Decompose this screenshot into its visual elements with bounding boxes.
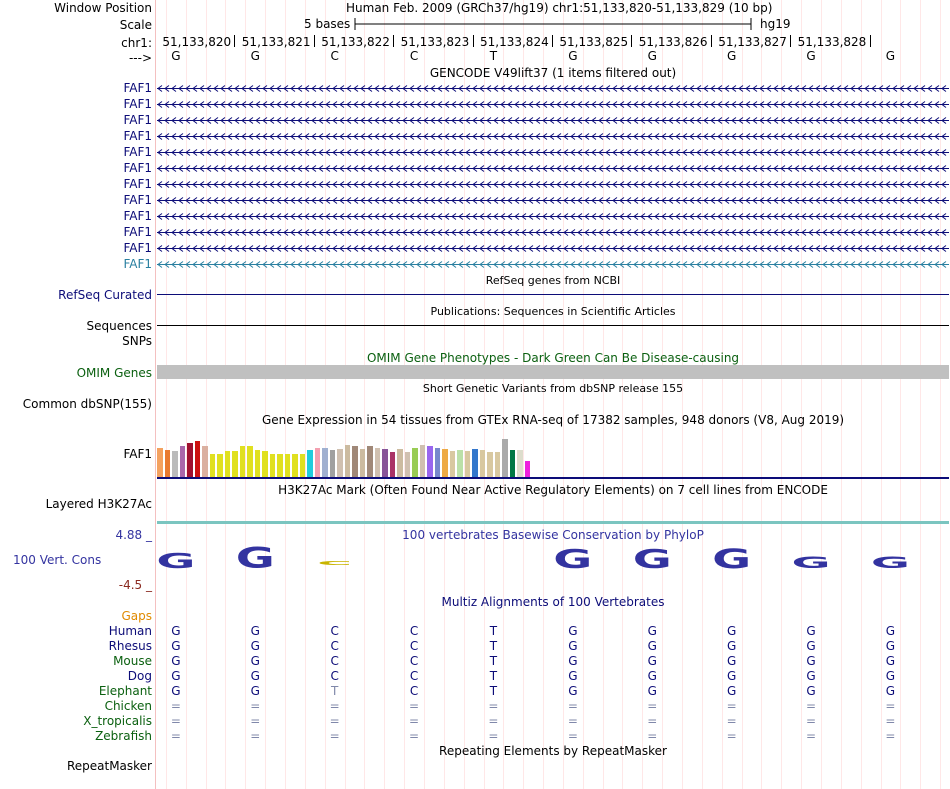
gtex-tissue-bar[interactable] [367, 446, 373, 477]
multiz-species-label[interactable]: Mouse [113, 654, 152, 668]
gtex-tissue-bar[interactable] [510, 450, 516, 477]
omim-track-title: OMIM Gene Phenotypes - Dark Green Can Be Disease-causing [366, 351, 740, 365]
multiz-base: T [489, 639, 498, 653]
multiz-base: C [409, 624, 419, 638]
position-tick-label: 51,133,827 [718, 35, 787, 49]
position-tick-label: 51,133,823 [400, 35, 470, 49]
repeatmasker-track-title: Repeating Elements by RepeatMasker [439, 744, 667, 758]
multiz-base: = [647, 729, 658, 743]
gtex-tissue-bar[interactable] [240, 446, 246, 477]
phylop-base-glyph: G [791, 553, 831, 573]
chromosome-label: chr1: [121, 36, 152, 50]
multiz-base: G [726, 654, 737, 668]
phylop-base-glyph: C [317, 559, 353, 567]
multiz-species-label[interactable]: Rhesus [108, 639, 152, 653]
multiz-base: = [329, 699, 340, 713]
gtex-tissue-bar[interactable] [427, 446, 433, 477]
gtex-tissue-bar[interactable] [472, 449, 478, 477]
multiz-base: G [250, 624, 260, 638]
window-position-label: Window Position [54, 1, 152, 15]
gtex-track-label[interactable]: FAF1 [123, 447, 152, 461]
gtex-tissue-bar[interactable] [210, 454, 216, 477]
phylop-logo[interactable] [156, 540, 950, 576]
base-letter: G [568, 49, 578, 63]
position-tick [234, 35, 235, 47]
gtex-tissue-bar[interactable] [300, 454, 306, 477]
gtex-tissue-bar[interactable] [195, 441, 201, 477]
multiz-base: G [171, 639, 181, 653]
gtex-tissue-bar[interactable] [225, 451, 231, 477]
gtex-tissue-bar[interactable] [277, 454, 283, 477]
multiz-species-label[interactable]: Chicken [104, 699, 152, 713]
base-letter: C [330, 49, 339, 63]
gtex-tissue-bar[interactable] [502, 439, 508, 477]
dbsnp-track-label[interactable]: Common dbSNP(155) [22, 397, 152, 411]
gtex-tissue-bar[interactable] [435, 448, 441, 477]
gencode-transcript[interactable] [156, 147, 950, 158]
gencode-item-label[interactable]: FAF1 [123, 193, 152, 207]
multiz-base: = [806, 699, 817, 713]
gencode-item-label[interactable]: FAF1 [123, 209, 152, 223]
phylop-base-glyph: G [632, 544, 672, 575]
multiz-base: = [567, 729, 578, 743]
position-tick [631, 35, 632, 47]
multiz-base: = [806, 729, 817, 743]
position-tick-label: 51,133,828 [797, 35, 867, 49]
gtex-tissue-bar[interactable] [172, 451, 178, 477]
position-tick [870, 35, 871, 47]
multiz-base: G [885, 639, 896, 653]
gtex-tissue-bar[interactable] [352, 446, 358, 477]
multiz-base: C [409, 639, 419, 653]
multiz-base: = [250, 699, 261, 713]
gtex-tissue-bar[interactable] [360, 449, 366, 477]
gencode-transcript[interactable] [156, 227, 950, 238]
h3k27ac-signal [157, 521, 949, 524]
gtex-tissue-bar[interactable] [517, 450, 523, 477]
gtex-tissue-bar[interactable] [480, 450, 486, 477]
gtex-tissue-bar[interactable] [187, 443, 193, 477]
multiz-track-title: Multiz Alignments of 100 Vertebrates [441, 595, 665, 609]
multiz-base: G [171, 654, 181, 668]
multiz-base: T [489, 624, 498, 638]
multiz-base: C [330, 669, 339, 683]
multiz-base: G [885, 669, 896, 683]
multiz-base: G [568, 669, 578, 683]
base-letter: G [171, 49, 181, 63]
multiz-base: = [250, 729, 261, 743]
gtex-tissue-bar[interactable] [465, 451, 471, 477]
multiz-base: = [806, 714, 817, 728]
multiz-base: T [489, 669, 498, 683]
gtex-tissue-bar[interactable] [262, 451, 268, 477]
gencode-transcript[interactable] [156, 131, 950, 142]
multiz-base: G [171, 684, 181, 698]
gencode-transcript[interactable] [156, 211, 950, 222]
gencode-transcript[interactable] [156, 243, 950, 254]
multiz-base: = [409, 729, 420, 743]
gtex-tissue-bar[interactable] [202, 446, 208, 477]
multiz-base: G [806, 684, 816, 698]
gencode-item-label[interactable]: FAF1 [123, 145, 152, 159]
position-tick [314, 35, 315, 47]
repeatmasker-track-label[interactable]: RepeatMasker [66, 759, 152, 773]
gtex-gene-line [157, 477, 949, 479]
gtex-tissue-bar[interactable] [315, 448, 321, 477]
base-letter: G [250, 49, 260, 63]
base-letter: G [806, 49, 816, 63]
gencode-track-title: GENCODE V49lift37 (1 items filtered out) [429, 66, 677, 80]
gtex-tissue-bar[interactable] [525, 461, 531, 477]
phylop-min: -4.5 _ [118, 578, 152, 592]
multiz-species-label[interactable]: Human [108, 624, 152, 638]
omim-track-label[interactable]: OMIM Genes [76, 366, 152, 380]
gtex-tissue-bar[interactable] [382, 449, 388, 477]
multiz-species-label[interactable]: Dog [127, 669, 152, 683]
gencode-transcript[interactable] [156, 99, 950, 110]
multiz-base: = [647, 714, 658, 728]
multiz-base: = [885, 699, 896, 713]
multiz-base: G [647, 684, 657, 698]
gtex-tissue-bar[interactable] [247, 446, 253, 477]
phylop-base-glyph: G [156, 548, 196, 574]
base-letter: G [647, 49, 657, 63]
multiz-base: G [726, 624, 737, 638]
gtex-tissue-bar[interactable] [375, 448, 381, 477]
position-tick [473, 35, 474, 47]
multiz-base: C [330, 624, 339, 638]
phylop-base-glyph: G [712, 543, 752, 575]
position-tick [393, 35, 394, 47]
multiz-base: G [726, 684, 737, 698]
refseq-track-title: RefSeq genes from NCBI [485, 274, 621, 287]
multiz-base: = [726, 714, 737, 728]
scale-db: hg19 [760, 17, 791, 31]
snps-track-label[interactable]: SNPs [122, 334, 152, 348]
position-tick-label: 51,133,820 [162, 35, 232, 49]
multiz-base: G [250, 639, 260, 653]
gtex-tissue-bar[interactable] [157, 448, 163, 477]
multiz-base: T [330, 684, 339, 698]
base-letter: T [489, 49, 498, 63]
gtex-tissue-bar[interactable] [345, 445, 351, 477]
gencode-transcript[interactable] [156, 259, 950, 270]
gtex-tissue-bar[interactable] [405, 452, 411, 477]
multiz-base: = [488, 714, 499, 728]
multiz-base: = [647, 699, 658, 713]
gencode-item-label[interactable]: FAF1 [123, 161, 152, 175]
assembly-position-text: Human Feb. 2009 (GRCh37/hg19) chr1:51,133,820-51,133,829 (10 bp) [346, 1, 773, 15]
multiz-base: = [885, 729, 896, 743]
gtex-tissue-bar[interactable] [420, 445, 426, 477]
multiz-base: C [330, 639, 339, 653]
phylop-base-glyph: G [553, 544, 593, 575]
position-tick [790, 35, 791, 47]
scale-bar [354, 16, 754, 32]
gtex-tissue-bar[interactable] [180, 446, 186, 477]
multiz-base: G [568, 639, 578, 653]
multiz-base: C [409, 684, 419, 698]
multiz-base: T [489, 684, 498, 698]
gtex-tissue-bar[interactable] [487, 452, 493, 477]
base-letter: G [885, 49, 896, 63]
gtex-tissue-bar[interactable] [232, 451, 238, 477]
multiz-base: G [647, 639, 657, 653]
multiz-base: = [250, 714, 261, 728]
gtex-tissue-bar[interactable] [337, 449, 343, 477]
multiz-base: G [885, 624, 896, 638]
multiz-base: G [885, 684, 896, 698]
gtex-tissue-bar[interactable] [450, 451, 456, 477]
multiz-base: T [489, 654, 498, 668]
multiz-base: = [726, 729, 737, 743]
phylop-track-label[interactable]: 100 Vert. Cons [13, 553, 102, 567]
multiz-base: G [250, 654, 260, 668]
gtex-tissue-bar[interactable] [390, 452, 396, 477]
gtex-tissue-bar[interactable] [322, 448, 328, 477]
publications-track-label[interactable]: Sequences [86, 319, 152, 333]
gtex-tissue-bar[interactable] [397, 449, 403, 477]
position-tick-label: 51,133,826 [638, 35, 708, 49]
gtex-tissue-bar[interactable] [165, 450, 171, 477]
h3k27ac-track-title: H3K27Ac Mark (Often Found Near Active Regulatory Elements) on 7 cell lines from ENCODE [278, 483, 828, 497]
multiz-base: G [647, 624, 657, 638]
gtex-tissue-bar[interactable] [457, 450, 463, 477]
gtex-tissue-bar[interactable] [217, 454, 223, 477]
scale-label: Scale [119, 18, 152, 32]
multiz-base: G [806, 639, 816, 653]
gtex-tissue-bar[interactable] [255, 450, 261, 477]
phylop-base-glyph: G [235, 542, 275, 576]
refseq-track-line [157, 294, 949, 295]
gencode-item-label[interactable]: FAF1 [123, 81, 152, 95]
multiz-base: G [250, 669, 260, 683]
multiz-base: = [409, 699, 420, 713]
position-tick [552, 35, 553, 47]
gencode-item-label[interactable]: FAF1 [123, 113, 152, 127]
multiz-base: = [885, 714, 896, 728]
gtex-tissue-bar[interactable] [270, 454, 276, 477]
gtex-tissue-bar[interactable] [307, 450, 313, 477]
multiz-species-label[interactable]: X_tropicalis [83, 714, 152, 728]
multiz-base: G [647, 669, 657, 683]
multiz-base: C [409, 669, 419, 683]
position-tick [711, 35, 712, 47]
position-tick-label: 51,133,821 [241, 35, 311, 49]
position-tick-label: 51,133,822 [321, 35, 390, 49]
multiz-species-label[interactable]: Elephant [98, 684, 152, 698]
base-letter: C [409, 49, 419, 63]
position-tick-label: 51,133,824 [480, 35, 549, 49]
multiz-base: = [567, 699, 578, 713]
multiz-base: G [806, 624, 816, 638]
position-tick-label: 51,133,825 [559, 35, 629, 49]
multiz-base: = [726, 699, 737, 713]
phylop-max: 4.88 _ [115, 528, 152, 542]
multiz-base: = [488, 699, 499, 713]
multiz-base: = [488, 729, 499, 743]
multiz-base: G [806, 669, 816, 683]
phylop-base-glyph: G [870, 553, 910, 573]
multiz-base: = [170, 729, 181, 743]
omim-track-feature[interactable] [157, 365, 949, 379]
scale-text: 5 bases [304, 17, 351, 31]
gencode-transcript[interactable] [156, 83, 950, 94]
publications-track-line [157, 325, 949, 326]
multiz-base: G [647, 654, 657, 668]
gencode-item-label[interactable]: FAF1 [123, 97, 152, 111]
gtex-tissue-bar[interactable] [285, 454, 291, 477]
multiz-base: C [330, 654, 339, 668]
multiz-base: G [726, 669, 737, 683]
multiz-base: = [567, 714, 578, 728]
h3k27ac-track-label[interactable]: Layered H3K27Ac [45, 497, 152, 511]
phylop-track-title: 100 vertebrates Basewise Conservation by PhyloP [402, 528, 704, 542]
publications-track-title: Publications: Sequences in Scientific Articles [430, 305, 676, 318]
gencode-item-label[interactable]: FAF1 [123, 241, 152, 255]
multiz-species-label[interactable]: Zebrafish [95, 729, 152, 743]
multiz-base: = [329, 729, 340, 743]
multiz-base: = [329, 714, 340, 728]
multiz-base: G [568, 684, 578, 698]
gtex-tissue-bar[interactable] [495, 452, 501, 477]
multiz-base: = [170, 699, 181, 713]
gencode-transcript[interactable] [156, 163, 950, 174]
multiz-base: G [250, 684, 260, 698]
multiz-gaps-label: Gaps [121, 609, 152, 623]
gtex-tissue-bar[interactable] [330, 450, 336, 477]
gencode-item-label[interactable]: FAF1 [123, 129, 152, 143]
gencode-item-label[interactable]: FAF1 [123, 177, 152, 191]
refseq-track-label[interactable]: RefSeq Curated [58, 288, 152, 302]
multiz-base: G [806, 654, 816, 668]
strand-label: ---> [128, 51, 152, 65]
multiz-base: C [409, 654, 419, 668]
gencode-transcript[interactable] [156, 179, 950, 190]
gtex-tissue-bar[interactable] [412, 448, 418, 477]
gtex-tissue-bar[interactable] [292, 454, 298, 477]
multiz-base: G [726, 639, 737, 653]
multiz-base: = [170, 714, 181, 728]
gtex-tissue-bar[interactable] [442, 449, 448, 477]
gencode-item-label[interactable]: FAF1 [123, 225, 152, 239]
gtex-track-title: Gene Expression in 54 tissues from GTEx RNA-seq of 17382 samples, 948 donors (V8, Aug 2019) [261, 413, 845, 427]
dbsnp-track-title: Short Genetic Variants from dbSNP release 155 [422, 382, 684, 395]
multiz-base: G [568, 624, 578, 638]
multiz-base: = [409, 714, 420, 728]
multiz-base: G [171, 669, 181, 683]
gencode-item-label[interactable]: FAF1 [123, 257, 152, 271]
multiz-base: G [885, 654, 896, 668]
base-letter: G [726, 49, 737, 63]
multiz-base: G [171, 624, 181, 638]
gencode-transcript[interactable] [156, 115, 950, 126]
multiz-base: G [568, 654, 578, 668]
gencode-transcript[interactable] [156, 195, 950, 206]
